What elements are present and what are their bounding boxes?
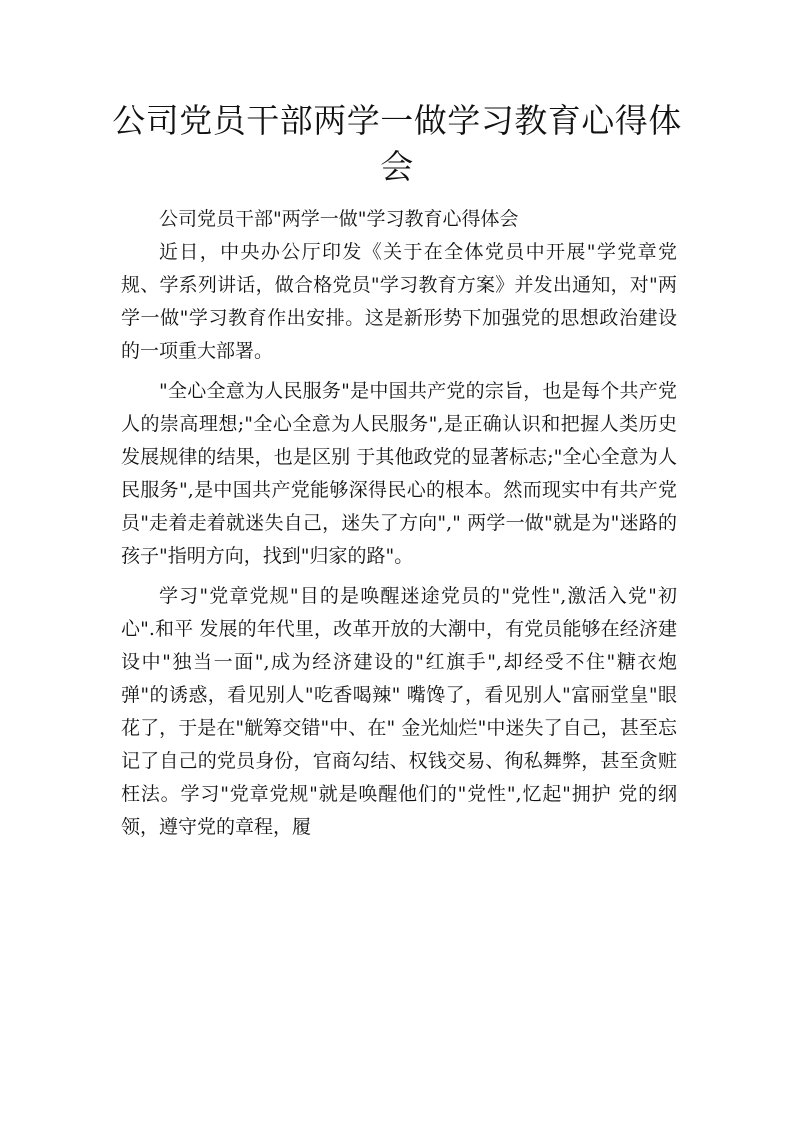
document-title: 公司党员干部两学一做学习教育心得体会 — [112, 101, 682, 186]
paragraph-3: 学习"党章党规"目的是唤醒迷途党员的"党性",激活入党"初心".和平 发展的年代里，改革开放的大潮中，有党员能够在经济建设中"独当一面",成为经济建设的"红旗手",却经受不住"糖衣炮弹"的诱惑，看见别人"吃香喝辣" 嘴馋了，看见别人"富丽堂皇"眼花了，于是在"觥筹交错"中、在" 金光灿烂"中迷失了自己，甚至忘记了自己的党员身份，官商勾结、权钱交易、徇私舞弊，甚至贪赃枉法。学习"党章党规"就是唤醒他们的"党性",忆起"拥护 党的纲领，遵守党的章程，履 — [121, 585, 677, 838]
document-body — [121, 203, 677, 851]
document-subtitle: 公司党员干部"两学一做"学习教育心得体会 — [159, 208, 519, 230]
paragraph-1: 近日，中央办公厅印发《关于在全体党员中开展"学党章党规、学系列讲话，做合格党员"学习教育方案》并发出通知，对"两学一做"学习教育作出安排。这是新形势下加强党的思想政治建设的一项重大部署。 — [121, 241, 677, 362]
paragraph-2: "全心全意为人民服务"是中国共产党的宗旨，也是每个共产党人的崇高理想;"全心全意为人民服务",是正确认识和把握人类历史发展规律的结果，也是区别 于其他政党的显著标志;"全心全意为人民服务",是中国共产党能够深得民心的根本。然而现实中有共产党员"走着走着就迷失自己，迷失了方向"," 两学一做"就是为"迷路的孩子"指明方向，找到"归家的路"。 — [121, 380, 677, 567]
